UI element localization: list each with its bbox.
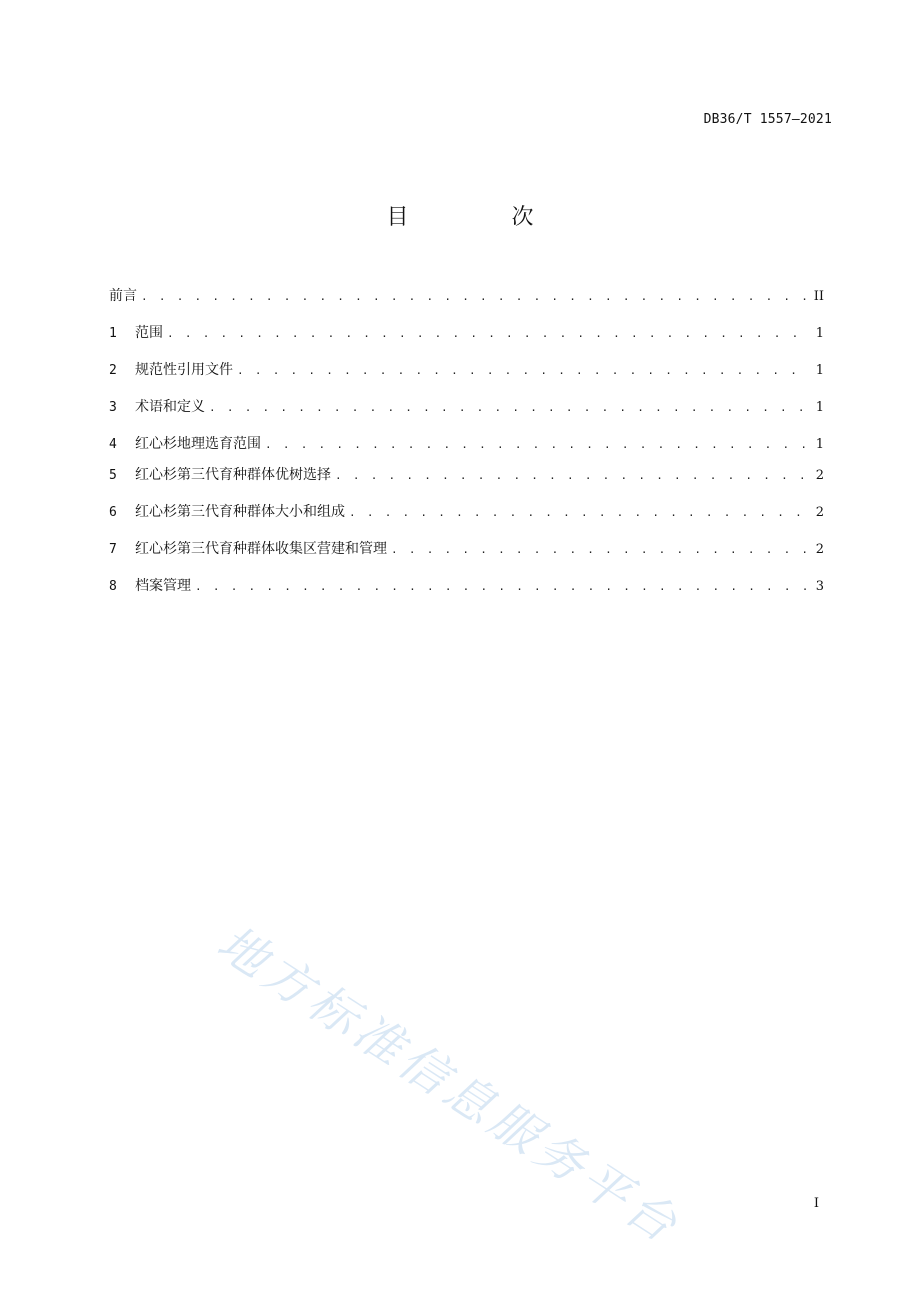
toc-entry-archive-management[interactable] — [109, 574, 824, 598]
toc-entry-number: 2 — [109, 363, 117, 378]
watermark: 地方标准信息服务平台 — [207, 914, 691, 1256]
dot-leader — [391, 538, 808, 562]
toc-entry-label: 红心杉第三代育种群体收集区营建和管理 — [135, 541, 387, 557]
toc-entry-label: 红心杉地理选育范围 — [135, 436, 261, 452]
dot-leader — [335, 464, 808, 488]
toc-entry-page: 1 — [815, 363, 824, 378]
toc-entry-scope[interactable] — [109, 321, 824, 345]
toc-entry-page: 3 — [815, 579, 824, 594]
toc-entry-collection-area[interactable] — [109, 537, 824, 561]
toc-entry-number: 5 — [109, 468, 117, 483]
page-number: I — [813, 1196, 819, 1211]
dot-leader — [265, 433, 808, 457]
toc-entry-page: 2 — [815, 505, 824, 520]
toc-entry-number: 4 — [109, 437, 117, 452]
toc-entry-page: 1 — [815, 326, 824, 341]
dot-leader — [237, 359, 808, 383]
dot-leader — [167, 322, 808, 346]
toc-entry-label: 前言 — [109, 288, 137, 304]
toc-entry-number: 3 — [109, 400, 117, 415]
toc-entry-page: 2 — [815, 542, 824, 557]
toc-entry-geographic-range[interactable] — [109, 432, 824, 456]
toc-entry-label: 红心杉第三代育种群体大小和组成 — [135, 504, 345, 520]
toc-title: 目 次 — [386, 205, 582, 230]
toc-entry-page: 1 — [815, 400, 824, 415]
toc-entry-label: 红心杉第三代育种群体优树选择 — [135, 467, 331, 483]
toc-entry-population-size[interactable] — [109, 500, 824, 524]
dot-leader — [195, 575, 808, 599]
dot-leader — [349, 501, 808, 525]
toc-entry-number: 8 — [109, 579, 117, 594]
toc-entry-label: 档案管理 — [135, 578, 191, 594]
toc-entry-number: 6 — [109, 505, 117, 520]
table-of-contents — [109, 284, 824, 598]
toc-entry-label: 范围 — [135, 325, 163, 341]
toc-entry-plus-tree-selection[interactable] — [109, 463, 824, 487]
toc-entry-label: 规范性引用文件 — [135, 362, 233, 378]
toc-entry-page: 2 — [815, 468, 824, 483]
dot-leader — [209, 396, 808, 420]
toc-entry-number: 7 — [109, 542, 117, 557]
toc-entry-page: II — [813, 289, 824, 304]
toc-entry-page: 1 — [815, 437, 824, 452]
toc-entry-normative-references[interactable] — [109, 358, 824, 382]
toc-entry-number: 1 — [109, 326, 117, 341]
toc-entry-terms-definitions[interactable] — [109, 395, 824, 419]
toc-entry-label: 术语和定义 — [135, 399, 205, 415]
document-code: DB36/T 1557—2021 — [703, 112, 832, 127]
toc-entry-preface[interactable] — [109, 284, 824, 308]
dot-leader — [141, 285, 808, 309]
